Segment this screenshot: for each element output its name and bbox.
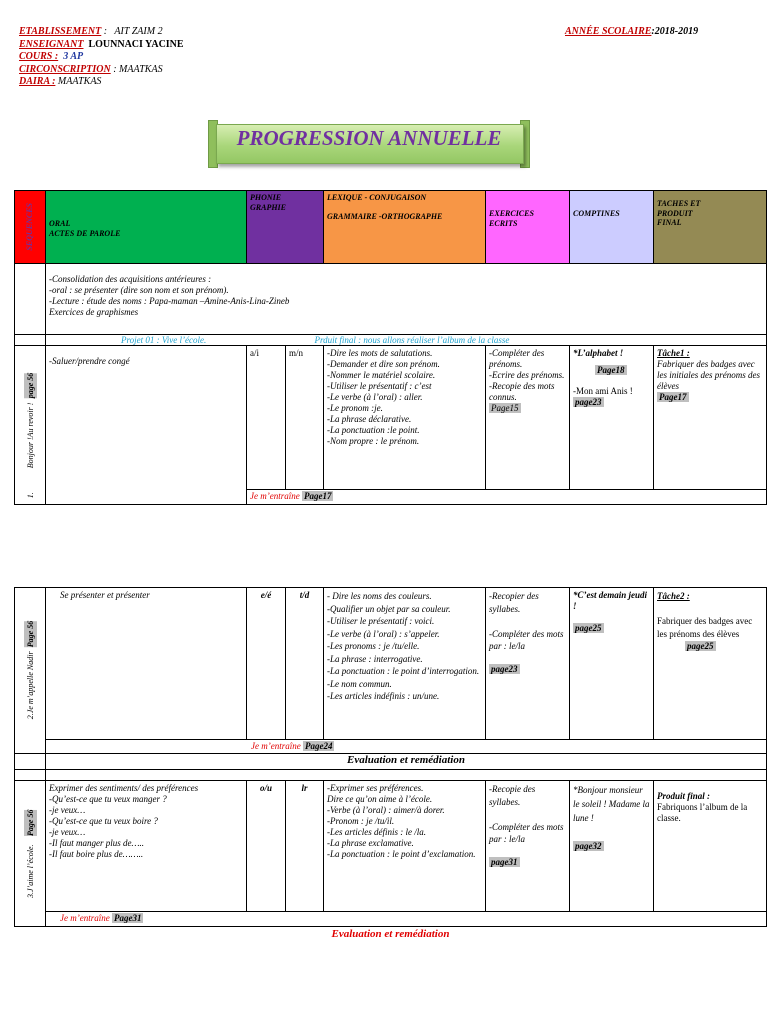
project-product: Prduit final : nous allons réaliser l’album de la classe — [314, 335, 510, 345]
etab-value: AIT ZAIM 2 — [114, 26, 163, 37]
seq2-phon-b: t/d — [286, 588, 324, 740]
header-exercices: EXERCICES ECRITS — [486, 191, 570, 264]
cours-label: COURS : — [19, 51, 59, 62]
daira-label: DAIRA : — [19, 76, 56, 87]
seq2-entraine: Je m’entraîne Page24 — [46, 740, 767, 754]
seq1-comptines: *L’alphabet ! Page18 -Mon ami Anis ! page23 — [570, 346, 654, 490]
intro-text: -Consolidation des acquisitions antérieures : -oral : se présenter (dire son nom et son prénom). -Lecture : étude des noms : Papa-maman –Amine-Anis-Lina-Zineb Exercices de graphismes — [46, 264, 767, 335]
annee-label: ANNÉE SCOLAIRE — [565, 26, 652, 37]
seq2-side: 2.Je m’appelle Nadir Page 56 — [15, 588, 46, 754]
seq2-phon-a: e/é — [247, 588, 286, 740]
header-lexique: LEXIQUE - CONJUGAISON GRAMMAIRE -ORTHOGRAPHE — [324, 191, 486, 264]
project-row — [46, 335, 767, 346]
daira-value: MAATKAS — [57, 76, 102, 87]
seq1-phon-a: a/i — [247, 346, 286, 490]
seq2-lexique: - Dire les noms des couleurs. -Qualifier un objet par sa couleur. -Utiliser le présentatif : voici. -Le verbe (à l’oral) : s’appeler. -Les pronoms : je /tu/elle. -La phrase : interrogative. -La ponctuation : le point d’interrogation. -Le nom commun. -Les articles indéfinis : un/une. — [324, 588, 486, 740]
seq3-entraine: Je m’entraîne Page31 — [46, 912, 767, 927]
header-phonie: PHONIE GRAPHIE — [247, 191, 324, 264]
page-title: PROGRESSION ANNUELLE — [236, 126, 502, 150]
title-banner — [208, 118, 530, 170]
seq3-lexique: -Exprimer ses préférences. Dire ce qu’on aime à l’école. -Verbe (à l’oral) : aimer/à dorer. -Pronom : je /tu/il. -Les articles définis : le /la. -La phrase exclamative. -La ponctuation : le point d’exclamation. — [324, 781, 486, 912]
seq3-side: 3.J’aime l’école. Page 56 — [15, 781, 46, 927]
seq1-exercices: -Compléter des prénoms. -Ecrire des prénoms. -Recopie des mots connus. Page15 — [486, 346, 570, 490]
seq3-exercices: -Recopie des syllabes. -Compléter des mots par : le/la page31 — [486, 781, 570, 912]
seq2-exercices: -Recopier des syllabes. -Compléter des mots par : le/la page23 — [486, 588, 570, 740]
seq3-phon-b: lr — [286, 781, 324, 912]
seq1-oral: -Saluer/prendre congé — [46, 346, 247, 505]
seq1-phon-b: m/n — [286, 346, 324, 490]
progression-table-1 — [14, 190, 767, 505]
project-name: Projet 01 : Vive l’école. — [121, 335, 207, 345]
seq1-lexique: -Dire les mots de salutations. -Demander et dire son prénom. -Nommer le matériel scolaire. -Utiliser le présentatif : c’est -Le verbe (à l’oral) : aller. -Le pronom :je. -La phrase déclarative. -La ponctuation :le point. -Nom propre : le prénom. — [324, 346, 486, 490]
ens-value: LOUNNACI YACINE — [88, 38, 184, 50]
seq3-evaluation: Evaluation et remédiation — [331, 928, 450, 940]
progression-table-2 — [14, 587, 767, 943]
header-sequences: SEQUENCES — [15, 191, 46, 264]
seq2-comptines: *C’est demain jeudi ! page25 — [570, 588, 654, 740]
circ-label: CIRCONSCRIPTION — [19, 63, 111, 75]
header-taches: TACHES ET PRODUIT FINAL — [654, 191, 767, 264]
seq3-phon-a: o/u — [247, 781, 286, 912]
ens-label: ENSEIGNANT — [19, 38, 84, 50]
seq2-oral: Se présenter et présenter — [46, 588, 247, 740]
annee-value: :2018-2019 — [651, 26, 699, 37]
seq2-tache: Tâche2 : Fabriquer des badges avec les prénoms des élèves page25 — [654, 588, 767, 740]
etab-label: ETABLISSEMENT — [19, 26, 102, 37]
cours-value: 3 AP — [63, 51, 84, 62]
school-year — [565, 26, 698, 39]
seq3-oral: Exprimer des sentiments/ des préférences -Qu’est-ce que tu veux manger ? -je veux… -Qu’est-ce que tu veux boire ? -je veux… -Il faut manger plus de….. -Il faut boire plus de…….. — [46, 781, 247, 912]
seq1-entraine: Je m’entraîne Page17 — [247, 490, 767, 505]
seq1-tache: Tâche1 : Fabriquer des badges avec les initiales des prénoms des élèves Page17 — [654, 346, 767, 490]
header-info: ETABLISSEMENT : AIT ZAIM 2 ENSEIGNANT LOUNNACI YACINE COURS : 3 AP CIRCONSCRIPTION : MAATKAS DAIRA : MAATKAS — [19, 26, 184, 87]
seq1-side: 1. Bonjour !Au revoir ! page 56 — [15, 346, 46, 505]
header-oral: ORAL ACTES DE PAROLE — [46, 191, 247, 264]
seq3-comptines: *Bonjour monsieur le soleil ! Madame la lune ! page32 — [570, 781, 654, 912]
seq2-evaluation: Evaluation et remédiation — [46, 754, 767, 770]
seq3-tache: Produit final : Fabriquons l’album de la classe. — [654, 781, 767, 912]
circ-value: MAATKAS — [119, 63, 163, 75]
header-comptines: COMPTINES — [570, 191, 654, 264]
